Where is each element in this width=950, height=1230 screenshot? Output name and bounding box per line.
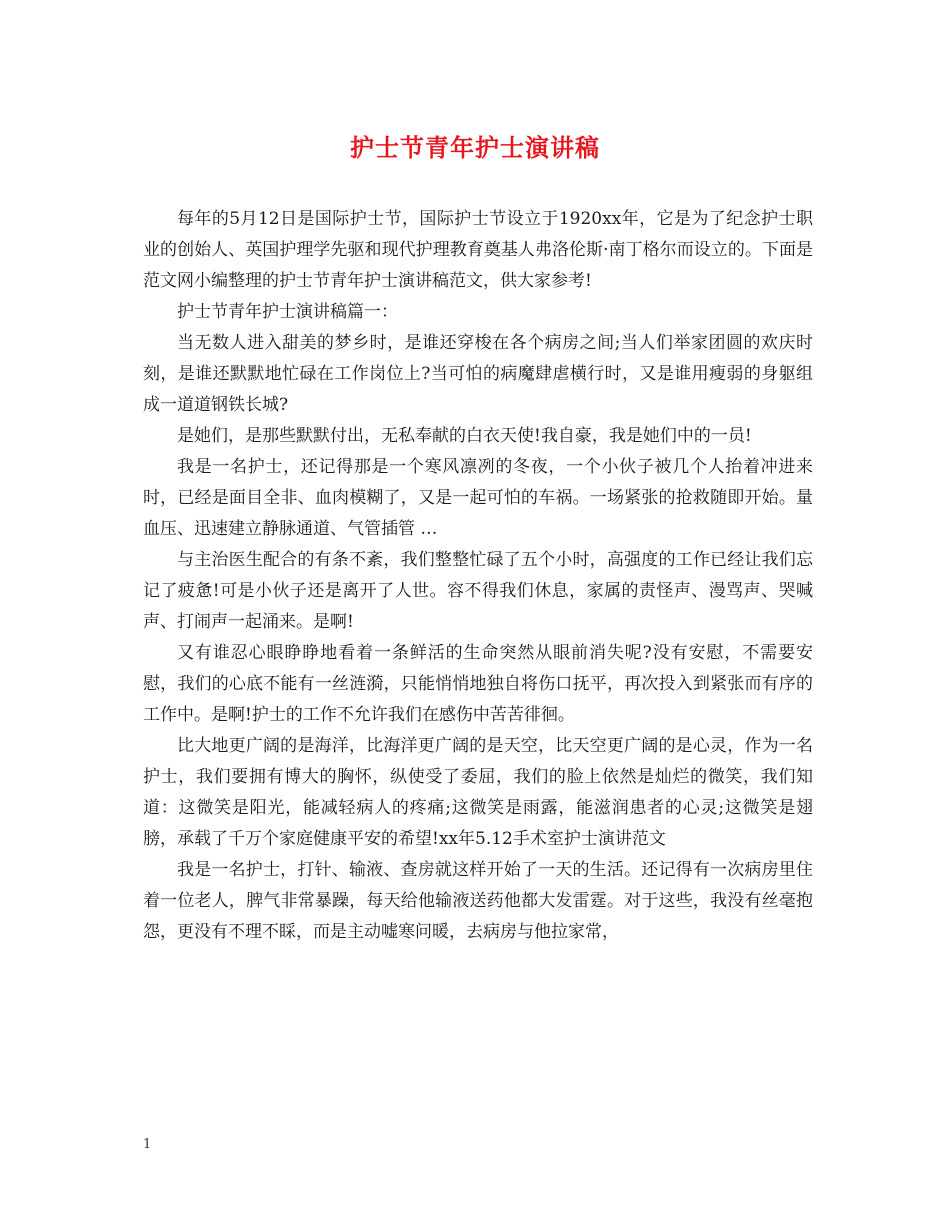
paragraph: 是她们，是那些默默付出，无私奉献的白衣天使!我自豪，我是她们中的一员! — [177, 426, 752, 446]
paragraph-intro: 每年的5月12日是国际护士节，国际护士节设立于1920xx年，它是为了纪念护士职业的创始人、英国护理学先驱和现代护理教育奠基人弗洛伦斯·南丁格尔而设立的。下面是范文网小编整理的护士节青年护士演讲稿范文，供大家参考! — [143, 209, 813, 291]
document-body — [143, 204, 813, 948]
paragraph: 当无数人进入甜美的梦乡时，是谁还穿梭在各个病房之间;当人们举家团圆的欢庆时刻，是谁还默默地忙碌在工作岗位上?当可怕的病魔肆虐横行时，又是谁用瘦弱的身躯组成一道道钢铁长城? — [143, 333, 813, 415]
paragraph: 与主治医生配合的有条不紊，我们整整忙碌了五个小时，高强度的工作已经让我们忘记了疲惫!可是小伙子还是离开了人世。容不得我们休息，家属的责怪声、漫骂声、哭喊声、打闹声一起涌来。是啊! — [143, 550, 813, 632]
paragraph: 比大地更广阔的是海洋，比海洋更广阔的是天空，比天空更广阔的是心灵，作为一名护士，我们要拥有博大的胸怀，纵使受了委屈，我们的脸上依然是灿烂的微笑，我们知道：这微笑是阳光，能减轻病人的疼痛;这微笑是雨露，能滋润患者的心灵;这微笑是翅膀，承载了千万个家庭健康平安的希望!xx年5.12手术室护士演讲范文 — [143, 736, 813, 849]
paragraph-section-heading: 护士节青年护士演讲稿篇一： — [177, 302, 398, 322]
paragraph: 又有谁忍心眼睁睁地看着一条鲜活的生命突然从眼前消失呢?没有安慰，不需要安慰，我们的心底不能有一丝涟漪，只能悄悄地独自将伤口抚平，再次投入到紧张而有序的工作中。是啊!护士的工作不允许我们在感伤中苦苦徘徊。 — [143, 643, 813, 725]
document-title: 护士节青年护士演讲稿 — [350, 133, 600, 162]
paragraph: 我是一名护士，还记得那是一个寒风凛冽的冬夜，一个小伙子被几个人抬着冲进来时，已经是面目全非、血肉模糊了，又是一起可怕的车祸。一场紧张的抢救随即开始。量血压、迅速建立静脉通道、气管插管 … — [143, 457, 813, 539]
paragraph: 我是一名护士，打针、输液、查房就这样开始了一天的生活。还记得有一次病房里住着一位老人，脾气非常暴躁，每天给他输液送药他都大发雷霆。对于这些，我没有丝毫抱怨，更没有不理不睬，而是主动嘘寒问暖，去病房与他拉家常， — [143, 860, 813, 942]
page-number: 1 — [143, 1137, 152, 1152]
